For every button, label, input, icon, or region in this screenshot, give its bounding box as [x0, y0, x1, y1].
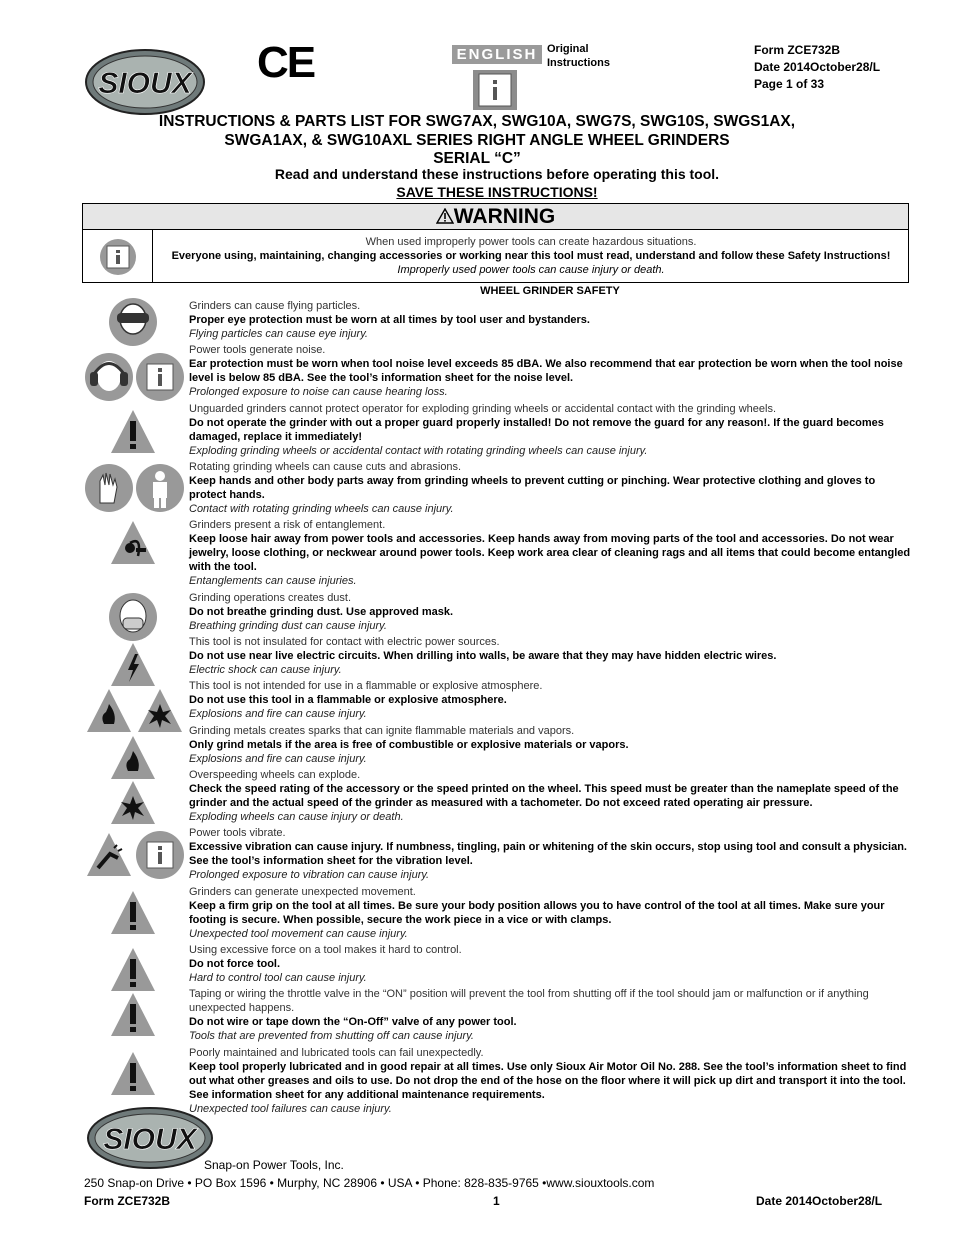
exclamation-warning-icon [108, 990, 158, 1040]
safety-item-flammable: This tool is not intended for use in a flammable or explosive atmosphere. Do not use this tool in a flammable or explosive atmosphere. Explosions and fire can cause injury. [189, 680, 543, 720]
company-tagline: Snap-on Power Tools, Inc. [204, 1158, 344, 1172]
title-line-1: INSTRUCTIONS & PARTS LIST FOR SWG7AX, SWG10A, SWG7S, SWG10S, SWGS1AX, [158, 113, 796, 130]
explosion-hazard-icon [108, 778, 158, 828]
warning-triangle-icon [436, 208, 454, 224]
gloves-icon [84, 463, 134, 513]
language-label: ENGLISH [452, 45, 542, 64]
page-count: Page 1 of 33 [754, 77, 825, 91]
safety-item-entanglement: Grinders present a risk of entanglement. Keep loose hair away from power tools and accessories. Keep hands away from moving parts of the tool and accessories. Do not wear jewelry, loose clothing, or neckwear around power tools. Keep work area clear of cleaning rags and all items that could become entangled with the tool. Entanglements can cause injuries. [189, 519, 911, 587]
form-number: Form ZCE732B [754, 43, 841, 57]
safety-item-sparks: Grinding metals creates sparks that can ignite flammable materials and vapors. Only grind metals if the area is free of combustible or explosive materials or vapors. Explosions and fire can cause injury. [189, 725, 629, 765]
footer-page-number: 1 [493, 1194, 500, 1208]
protective-clothing-icon [135, 463, 185, 513]
fire-hazard-icon [84, 686, 134, 736]
vibration-hazard-icon [84, 830, 134, 880]
company-address: 250 Snap-on Drive • PO Box 1596 • Murphy, NC 28906 • USA • Phone: 828-835-9765 •www.siouxtools.com [84, 1176, 655, 1190]
electric-shock-icon [108, 640, 158, 690]
eye-protection-icon [108, 297, 158, 347]
fire-hazard-icon [108, 733, 158, 783]
warning-line-1: When used improperly power tools can create hazardous situations. [365, 236, 697, 248]
safety-item-cuts: Rotating grinding wheels can cause cuts and abrasions. Keep hands and other body parts away from grinding wheels to prevent cutting or pinching. Wear protective clothing and gloves to protect hands. Contact with rotating grinding wheels can cause injury. [189, 461, 876, 515]
manual-icon [99, 238, 137, 281]
title-line-2: SWGA1AX, & SWG10AXL SERIES RIGHT ANGLE WHEEL GRINDERS [224, 132, 730, 149]
header-meta [754, 42, 880, 93]
footer-form: Form ZCE732B [84, 1194, 171, 1208]
warning-bar [82, 203, 909, 230]
safety-item-maintenance: Poorly maintained and lubricated tools can fail unexpectedly. Keep tool properly lubricated and in good repair at all times. Use only Sioux Air Motor Oil No. 288. See the tool’s information sheet to find out what other greases and oils to use. Do not drop the end of the hose on the floor where it will pick up dirt and transport it into the tool. See information sheet for any additional maintenance requirements. Unexpected tool failures can cause injury. [189, 1047, 907, 1115]
manual-icon [135, 830, 185, 880]
exclamation-warning-icon [108, 407, 158, 457]
safety-item-dust: Grinding operations creates dust. Do not breathe grinding dust. Use approved mask. Breathing grinding dust can cause injury. [189, 592, 454, 632]
warning-heading: WARNING [453, 205, 556, 228]
safety-item-electric: This tool is not insulated for contact with electric power sources. Do not use near live electric circuits. When drilling into walls, be aware that they may have hidden electric wires. Electric shock can cause injury. [189, 636, 777, 676]
safety-item-force: Using excessive force on a tool makes it hard to control. Do not force tool. Hard to control tool can cause injury. [189, 944, 462, 984]
footer-logo-text: SIOUX [103, 1123, 197, 1156]
logo-text: SIOUX [98, 67, 192, 100]
warning-line-2: Everyone using, maintaining, changing accessories or working near this tool must read, understand and follow these Safety Instructions! [171, 250, 891, 262]
section-heading: WHEEL GRINDER SAFETY [480, 285, 620, 297]
explosion-hazard-icon [135, 686, 185, 736]
read-instructions: Read and understand these instructions before operating this tool. [274, 166, 720, 182]
warning-box [82, 230, 909, 283]
exclamation-warning-icon [108, 945, 158, 995]
exclamation-warning-icon [108, 888, 158, 938]
manual-book-icon [473, 70, 517, 115]
ear-protection-icon [84, 352, 134, 402]
safety-item-movement: Grinders can generate unexpected movement. Keep a firm grip on the tool at all times. Be sure your body position allows you to have control of the tool at all times. Make sure your footing is secure. When possible, secure the work piece in a vice or with clamps. Unexpected tool movement can cause injury. [189, 886, 885, 940]
form-date: Date 2014October28/L [754, 60, 881, 74]
sioux-logo [84, 48, 206, 121]
exclamation-warning-icon [108, 1049, 158, 1099]
entanglement-hazard-icon [108, 518, 158, 568]
safety-item-guard: Unguarded grinders cannot protect operator for exploding grinding wheels or accidental contact with the grinding wheels. Do not operate the grinder with out a proper guard properly installed! Do not remove the guard for any reason!. If the guard becomes damaged, replace it immediately! Exploding grinding wheels or accidental contact with rotating grinding wheels can cause injury. [189, 403, 884, 457]
footer-date: Date 2014October28/L [756, 1194, 883, 1208]
sioux-footer-logo [86, 1106, 214, 1175]
safety-item-noise: Power tools generate noise. Ear protection must be worn when tool noise level exceeds 85 dBA. We also recommend that ear protection be worn when the tool noise level is below 85 dBA. See the tool’s information sheet for the noise level. Prolonged exposure to noise can cause hearing loss. [189, 344, 903, 398]
warning-line-3: Improperly used power tools can cause injury or death. [397, 264, 665, 276]
original-instructions: Original Instructions [547, 43, 610, 69]
safety-item-throttle: Taping or wiring the throttle valve in the “ON” position will prevent the tool from shutting off if the tool should jam or malfunction or if anything unexpected happens. Do not wire or tape down the “On-Off” valve of any power tool. Tools that are prevented from shutting off can cause injury. [189, 988, 869, 1042]
ce-mark: CE [257, 38, 315, 87]
safety-item-flying-particles: Grinders can cause flying particles. Proper eye protection must be worn at all times by tool user and bystanders. Flying particles can cause eye injury. [189, 300, 590, 340]
safety-item-overspeed: Overspeeding wheels can explode. Check the speed rating of the accessory or the speed printed on the wheel. This speed must be greater than the nameplate speed of the grinder and the actual speed of the grinder as measured with a tachometer. Do not exceed rated operating air pressure. Exploding wheels can cause injury or death. [189, 769, 899, 823]
title-serial: SERIAL “C” [433, 150, 521, 167]
safety-item-vibration: Power tools vibrate. Excessive vibration can cause injury. If numbness, tingling, pain or whitening of the skin occurs, stop using tool and consult a physician. See the tool’s information sheet for the vibration level. Prolonged exposure to vibration can cause injury. [189, 827, 907, 881]
save-instructions: SAVE THESE INSTRUCTIONS! [396, 184, 598, 200]
manual-icon [135, 352, 185, 402]
dust-mask-icon [108, 592, 158, 642]
